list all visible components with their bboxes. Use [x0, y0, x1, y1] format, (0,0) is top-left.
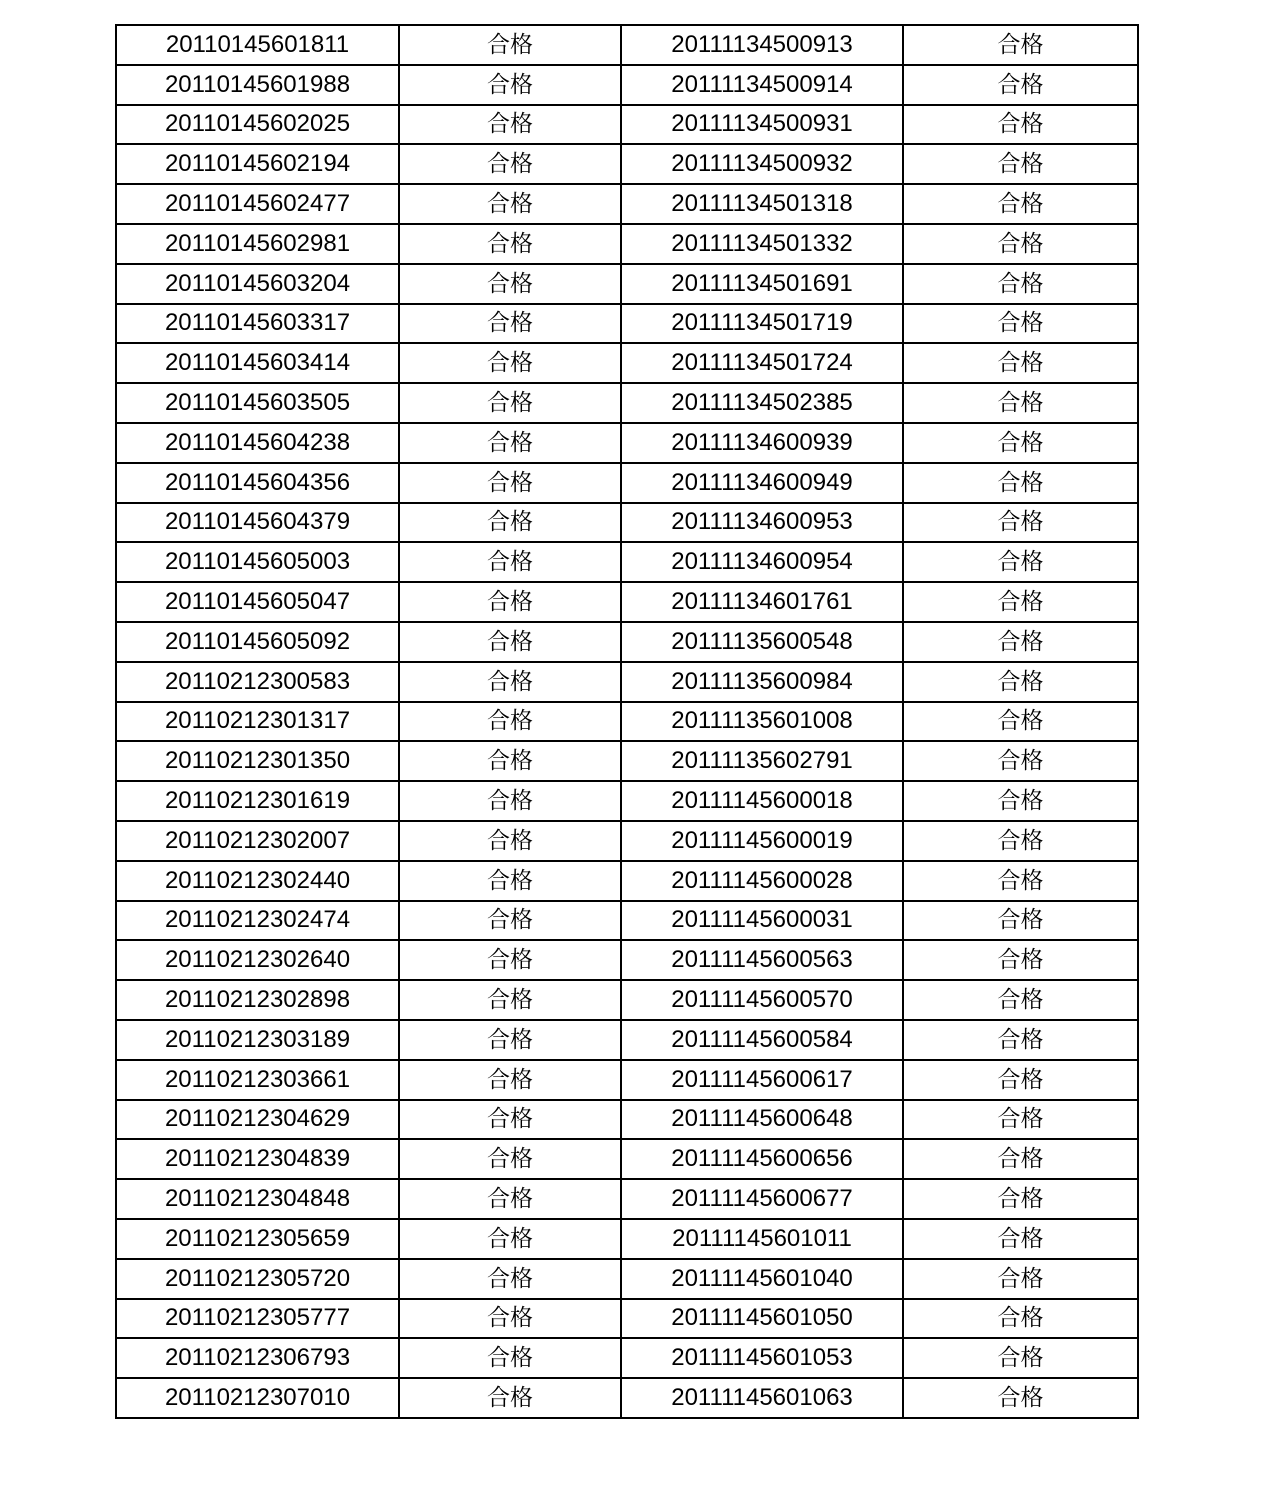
table-row — [116, 343, 1138, 383]
left-result-cell: 合格 — [399, 940, 621, 980]
right-candidate-id-cell: 20111145600584 — [621, 1020, 903, 1060]
results-table — [115, 24, 1139, 1419]
left-result-cell: 合格 — [399, 1179, 621, 1219]
left-candidate-id-cell: 20110145601988 — [116, 65, 399, 105]
right-candidate-id-cell: 20111134600954 — [621, 542, 903, 582]
left-result-cell: 合格 — [399, 1338, 621, 1378]
right-result-cell: 合格 — [903, 264, 1138, 304]
right-candidate-id-cell: 20111145600031 — [621, 901, 903, 941]
right-candidate-id-cell: 20111134500914 — [621, 65, 903, 105]
left-result-cell: 合格 — [399, 662, 621, 702]
right-candidate-id-cell: 20111134500913 — [621, 25, 903, 65]
table-row — [116, 1100, 1138, 1140]
left-result-cell: 合格 — [399, 861, 621, 901]
table-row — [116, 1020, 1138, 1060]
left-result-cell: 合格 — [399, 144, 621, 184]
right-candidate-id-cell: 20111145600617 — [621, 1060, 903, 1100]
left-candidate-id-cell: 20110145603317 — [116, 304, 399, 344]
right-candidate-id-cell: 20111145601011 — [621, 1219, 903, 1259]
right-candidate-id-cell: 20111134501318 — [621, 184, 903, 224]
table-row — [116, 65, 1138, 105]
right-candidate-id-cell: 20111145600019 — [621, 821, 903, 861]
right-result-cell: 合格 — [903, 65, 1138, 105]
table-row — [116, 264, 1138, 304]
left-result-cell: 合格 — [399, 503, 621, 543]
left-candidate-id-cell: 20110145601811 — [116, 25, 399, 65]
right-result-cell: 合格 — [903, 901, 1138, 941]
left-candidate-id-cell: 20110145604379 — [116, 503, 399, 543]
left-result-cell: 合格 — [399, 1060, 621, 1100]
table-row — [116, 304, 1138, 344]
table-row — [116, 1259, 1138, 1299]
right-candidate-id-cell: 20111134501724 — [621, 343, 903, 383]
left-result-cell: 合格 — [399, 582, 621, 622]
right-candidate-id-cell: 20111135601008 — [621, 702, 903, 742]
right-candidate-id-cell: 20111135600984 — [621, 662, 903, 702]
right-result-cell: 合格 — [903, 343, 1138, 383]
left-candidate-id-cell: 20110212301350 — [116, 741, 399, 781]
left-result-cell: 合格 — [399, 821, 621, 861]
left-candidate-id-cell: 20110145604356 — [116, 463, 399, 503]
right-result-cell: 合格 — [903, 542, 1138, 582]
left-result-cell: 合格 — [399, 105, 621, 145]
right-result-cell: 合格 — [903, 1139, 1138, 1179]
left-candidate-id-cell: 20110212304839 — [116, 1139, 399, 1179]
left-candidate-id-cell: 20110145602025 — [116, 105, 399, 145]
right-candidate-id-cell: 20111145600656 — [621, 1139, 903, 1179]
right-result-cell: 合格 — [903, 105, 1138, 145]
right-result-cell: 合格 — [903, 702, 1138, 742]
left-result-cell: 合格 — [399, 264, 621, 304]
right-candidate-id-cell: 20111145600563 — [621, 940, 903, 980]
left-candidate-id-cell: 20110145602194 — [116, 144, 399, 184]
table-row — [116, 463, 1138, 503]
left-result-cell: 合格 — [399, 1219, 621, 1259]
right-candidate-id-cell: 20111145601053 — [621, 1338, 903, 1378]
left-result-cell: 合格 — [399, 463, 621, 503]
left-candidate-id-cell: 20110145603505 — [116, 383, 399, 423]
table-row — [116, 1139, 1138, 1179]
right-result-cell: 合格 — [903, 224, 1138, 264]
right-candidate-id-cell: 20111145601063 — [621, 1378, 903, 1418]
left-result-cell: 合格 — [399, 1259, 621, 1299]
right-candidate-id-cell: 20111145600018 — [621, 781, 903, 821]
table-row — [116, 1338, 1138, 1378]
left-result-cell: 合格 — [399, 343, 621, 383]
left-result-cell: 合格 — [399, 542, 621, 582]
left-result-cell: 合格 — [399, 702, 621, 742]
table-row — [116, 144, 1138, 184]
left-result-cell: 合格 — [399, 980, 621, 1020]
left-result-cell: 合格 — [399, 304, 621, 344]
right-candidate-id-cell: 20111134502385 — [621, 383, 903, 423]
table-row — [116, 1060, 1138, 1100]
left-result-cell: 合格 — [399, 1139, 621, 1179]
right-result-cell: 合格 — [903, 25, 1138, 65]
table-row — [116, 184, 1138, 224]
right-result-cell: 合格 — [903, 980, 1138, 1020]
left-candidate-id-cell: 20110212305777 — [116, 1299, 399, 1339]
right-result-cell: 合格 — [903, 781, 1138, 821]
right-result-cell: 合格 — [903, 383, 1138, 423]
right-result-cell: 合格 — [903, 423, 1138, 463]
right-candidate-id-cell: 20111145600570 — [621, 980, 903, 1020]
right-candidate-id-cell: 20111134600939 — [621, 423, 903, 463]
left-candidate-id-cell: 20110212302898 — [116, 980, 399, 1020]
table-row — [116, 1378, 1138, 1418]
right-candidate-id-cell: 20111145600677 — [621, 1179, 903, 1219]
right-result-cell: 合格 — [903, 622, 1138, 662]
left-result-cell: 合格 — [399, 1299, 621, 1339]
left-candidate-id-cell: 20110145605092 — [116, 622, 399, 662]
right-candidate-id-cell: 20111145600648 — [621, 1100, 903, 1140]
table-row — [116, 542, 1138, 582]
right-result-cell: 合格 — [903, 1179, 1138, 1219]
table-row — [116, 105, 1138, 145]
right-result-cell: 合格 — [903, 1020, 1138, 1060]
right-candidate-id-cell: 20111134501719 — [621, 304, 903, 344]
table-row — [116, 383, 1138, 423]
left-candidate-id-cell: 20110145605003 — [116, 542, 399, 582]
right-result-cell: 合格 — [903, 741, 1138, 781]
right-candidate-id-cell: 20111134500931 — [621, 105, 903, 145]
right-candidate-id-cell: 20111134601761 — [621, 582, 903, 622]
left-result-cell: 合格 — [399, 1020, 621, 1060]
right-result-cell: 合格 — [903, 1299, 1138, 1339]
right-candidate-id-cell: 20111134501691 — [621, 264, 903, 304]
left-result-cell: 合格 — [399, 1100, 621, 1140]
right-result-cell: 合格 — [903, 304, 1138, 344]
left-candidate-id-cell: 20110212304629 — [116, 1100, 399, 1140]
left-candidate-id-cell: 20110212302007 — [116, 821, 399, 861]
right-result-cell: 合格 — [903, 1378, 1138, 1418]
right-result-cell: 合格 — [903, 1259, 1138, 1299]
left-result-cell: 合格 — [399, 184, 621, 224]
right-result-cell: 合格 — [903, 1060, 1138, 1100]
table-row — [116, 25, 1138, 65]
left-candidate-id-cell: 20110145603414 — [116, 343, 399, 383]
left-candidate-id-cell: 20110212306793 — [116, 1338, 399, 1378]
left-candidate-id-cell: 20110212305659 — [116, 1219, 399, 1259]
right-candidate-id-cell: 20111134600949 — [621, 463, 903, 503]
right-candidate-id-cell: 20111134501332 — [621, 224, 903, 264]
right-candidate-id-cell: 20111134500932 — [621, 144, 903, 184]
table-row — [116, 781, 1138, 821]
right-result-cell: 合格 — [903, 662, 1138, 702]
results-table-body — [116, 25, 1138, 1418]
left-candidate-id-cell: 20110212300583 — [116, 662, 399, 702]
left-result-cell: 合格 — [399, 423, 621, 463]
left-candidate-id-cell: 20110212304848 — [116, 1179, 399, 1219]
left-candidate-id-cell: 20110212305720 — [116, 1259, 399, 1299]
right-candidate-id-cell: 20111135602791 — [621, 741, 903, 781]
table-row — [116, 980, 1138, 1020]
left-candidate-id-cell: 20110212303661 — [116, 1060, 399, 1100]
left-candidate-id-cell: 20110212303189 — [116, 1020, 399, 1060]
left-candidate-id-cell: 20110145602981 — [116, 224, 399, 264]
right-result-cell: 合格 — [903, 582, 1138, 622]
left-result-cell: 合格 — [399, 622, 621, 662]
left-result-cell: 合格 — [399, 901, 621, 941]
left-candidate-id-cell: 20110145602477 — [116, 184, 399, 224]
right-result-cell: 合格 — [903, 503, 1138, 543]
left-candidate-id-cell: 20110212302640 — [116, 940, 399, 980]
left-result-cell: 合格 — [399, 25, 621, 65]
table-row — [116, 702, 1138, 742]
table-row — [116, 861, 1138, 901]
right-candidate-id-cell: 20111145601050 — [621, 1299, 903, 1339]
table-row — [116, 423, 1138, 463]
right-result-cell: 合格 — [903, 1338, 1138, 1378]
right-candidate-id-cell: 20111145600028 — [621, 861, 903, 901]
left-result-cell: 合格 — [399, 65, 621, 105]
left-result-cell: 合格 — [399, 1378, 621, 1418]
table-row — [116, 582, 1138, 622]
table-row — [116, 622, 1138, 662]
left-candidate-id-cell: 20110145604238 — [116, 423, 399, 463]
left-candidate-id-cell: 20110145603204 — [116, 264, 399, 304]
right-result-cell: 合格 — [903, 144, 1138, 184]
right-result-cell: 合格 — [903, 861, 1138, 901]
table-row — [116, 901, 1138, 941]
right-result-cell: 合格 — [903, 940, 1138, 980]
right-candidate-id-cell: 20111134600953 — [621, 503, 903, 543]
table-row — [116, 1219, 1138, 1259]
right-result-cell: 合格 — [903, 1100, 1138, 1140]
left-candidate-id-cell: 20110212302474 — [116, 901, 399, 941]
left-candidate-id-cell: 20110212301619 — [116, 781, 399, 821]
right-result-cell: 合格 — [903, 463, 1138, 503]
left-result-cell: 合格 — [399, 224, 621, 264]
table-row — [116, 1299, 1138, 1339]
right-candidate-id-cell: 20111135600548 — [621, 622, 903, 662]
table-row — [116, 821, 1138, 861]
right-candidate-id-cell: 20111145601040 — [621, 1259, 903, 1299]
table-row — [116, 1179, 1138, 1219]
left-result-cell: 合格 — [399, 741, 621, 781]
left-candidate-id-cell: 20110212302440 — [116, 861, 399, 901]
right-result-cell: 合格 — [903, 1219, 1138, 1259]
table-row — [116, 503, 1138, 543]
table-row — [116, 741, 1138, 781]
left-result-cell: 合格 — [399, 383, 621, 423]
right-result-cell: 合格 — [903, 184, 1138, 224]
left-candidate-id-cell: 20110145605047 — [116, 582, 399, 622]
right-result-cell: 合格 — [903, 821, 1138, 861]
left-candidate-id-cell: 20110212307010 — [116, 1378, 399, 1418]
left-result-cell: 合格 — [399, 781, 621, 821]
left-candidate-id-cell: 20110212301317 — [116, 702, 399, 742]
table-row — [116, 224, 1138, 264]
table-row — [116, 940, 1138, 980]
table-row — [116, 662, 1138, 702]
